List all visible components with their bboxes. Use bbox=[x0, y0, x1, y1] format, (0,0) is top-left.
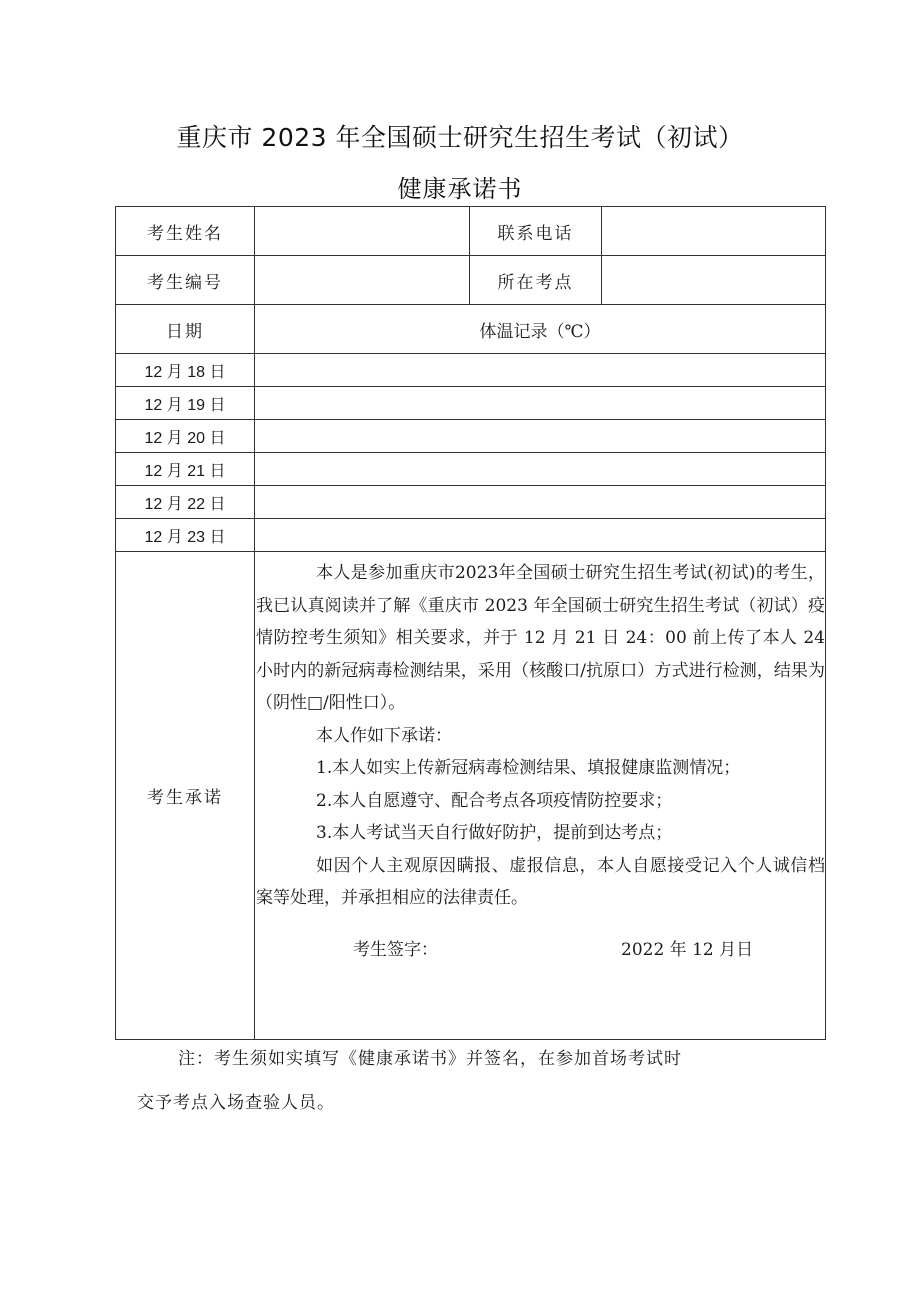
table-row bbox=[116, 453, 826, 486]
health-pledge-table bbox=[115, 206, 826, 1040]
pledge-intro: 本人作如下承诺： bbox=[316, 725, 452, 746]
name-input-cell[interactable] bbox=[255, 207, 470, 256]
exam-id-label: 考生编号 bbox=[116, 256, 255, 305]
date-cell: 12 月 22 日 bbox=[116, 486, 255, 519]
form-title: 重庆市 2023 年全国硕士研究生招生考试（初试） bbox=[176, 123, 744, 152]
date-cell: 12 月 21 日 bbox=[116, 453, 255, 486]
pledge-paragraph: 本人是参加重庆市2023年全国硕士研究生招生考试(初试)的考生，我已认真阅读并了解《重庆市 2023 年全国硕士研究生招生考试（初试）疫情防控考生须知》相关要求，并于 12 月 21 日 24：00 前上传了本人 24 小时内的新冠病毒检测结果，采用（核酸口/抗原口）方式进行检测，结果为（阴性□/阳性口）。 bbox=[256, 563, 825, 713]
table-row bbox=[116, 519, 826, 552]
pledge-text-cell bbox=[255, 552, 826, 1040]
table-row bbox=[116, 354, 826, 387]
signature-label: 考生签字： bbox=[353, 939, 438, 960]
signature-date: 2022 年 12 月日 bbox=[621, 939, 754, 960]
footnote-line-2: 交予考点入场查验人员。 bbox=[137, 1093, 335, 1113]
date-cell: 12 月 20 日 bbox=[116, 420, 255, 453]
exam-site-input-cell[interactable] bbox=[602, 256, 826, 305]
pledge-item-1: 1.本人如实上传新冠病毒检测结果、填报健康监测情况； bbox=[316, 758, 741, 778]
table-row bbox=[116, 486, 826, 519]
date-cell: 12 月 23 日 bbox=[116, 519, 255, 552]
temperature-input-cell[interactable] bbox=[255, 420, 826, 453]
table-row bbox=[116, 552, 826, 1040]
table-row bbox=[116, 420, 826, 453]
table-row bbox=[116, 387, 826, 420]
pledge-liability-paragraph: 如因个人主观原因瞒报、虚报信息，本人自愿接受记入个人诚信档案等处理，并承担相应的法律责任。 bbox=[256, 855, 825, 908]
signature-block bbox=[256, 915, 825, 1015]
pledge-item-3: 3.本人考试当天自行做好防护，提前到达考点； bbox=[316, 823, 673, 843]
temperature-column-header: 体温记录（℃） bbox=[255, 305, 826, 354]
footnote-line-1: 注：考生须如实填写《健康承诺书》并签名，在参加首场考试时 bbox=[178, 1049, 682, 1069]
temperature-input-cell[interactable] bbox=[255, 354, 826, 387]
phone-label: 联系电话 bbox=[470, 207, 602, 256]
temperature-input-cell[interactable] bbox=[255, 387, 826, 420]
table-row bbox=[116, 207, 826, 256]
table-row bbox=[116, 305, 826, 354]
exam-site-label: 所在考点 bbox=[470, 256, 602, 305]
exam-id-input-cell[interactable] bbox=[255, 256, 470, 305]
phone-input-cell[interactable] bbox=[602, 207, 826, 256]
temperature-input-cell[interactable] bbox=[255, 486, 826, 519]
name-label: 考生姓名 bbox=[116, 207, 255, 256]
temperature-input-cell[interactable] bbox=[255, 453, 826, 486]
date-column-header: 日期 bbox=[116, 305, 255, 354]
table-row bbox=[116, 256, 826, 305]
pledge-item-2: 2.本人自愿遵守、配合考点各项疫情防控要求； bbox=[316, 790, 673, 811]
form-subtitle: 健康承诺书 bbox=[397, 175, 523, 203]
date-cell: 12 月 19 日 bbox=[116, 387, 255, 420]
pledge-label: 考生承诺 bbox=[116, 552, 255, 1040]
temperature-input-cell[interactable] bbox=[255, 519, 826, 552]
date-cell: 12 月 18 日 bbox=[116, 354, 255, 387]
